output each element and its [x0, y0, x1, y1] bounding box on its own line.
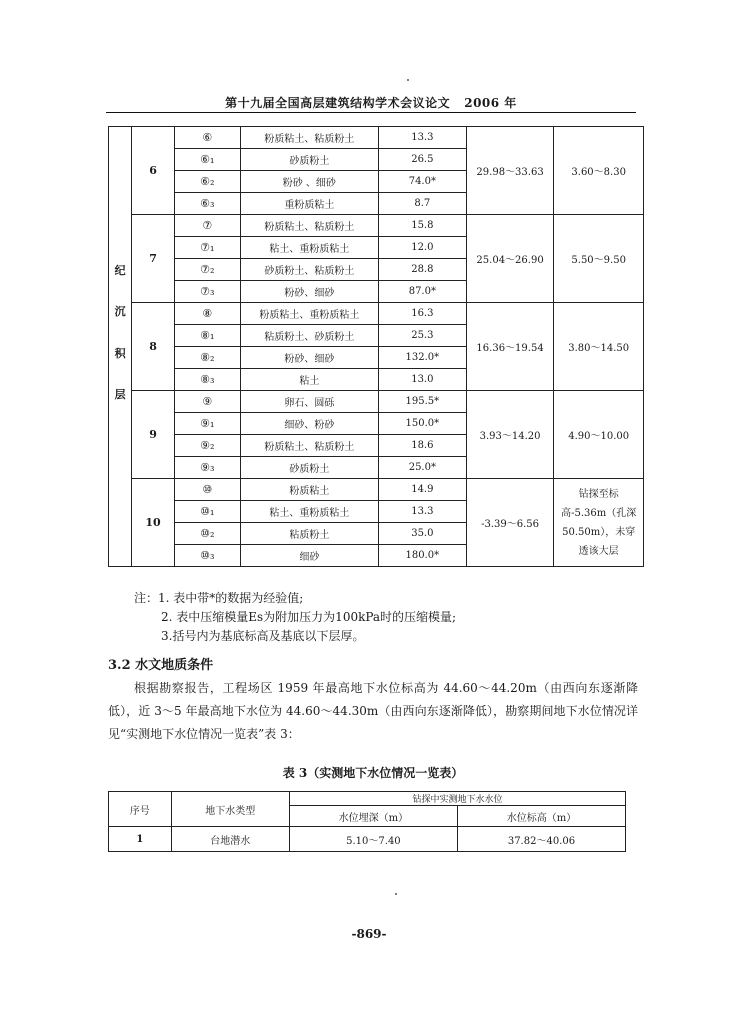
soil-name: 粉质粘土、重粉质粘土	[240, 303, 378, 325]
table-row	[109, 391, 644, 413]
zone-char: 层	[114, 387, 126, 401]
soil-name: 粉砂 、细砂	[240, 171, 378, 193]
conference-title: 第十九届全国高层建筑结构学术会议论文	[225, 96, 451, 110]
row-depth: 5.10～7.40	[289, 827, 457, 852]
table3-title: 表 3（实测地下水位情况一览表）	[282, 766, 464, 780]
es-value: 13.3	[378, 127, 466, 149]
soil-code: ⑨₃	[174, 457, 240, 479]
soil-code: ⑥	[174, 127, 240, 149]
row-elev: 37.82～40.06	[457, 827, 625, 852]
zone-label-cell	[109, 127, 132, 567]
soil-name: 砂质粉土	[240, 149, 378, 171]
row-seq: 1	[109, 827, 172, 852]
table-notes	[134, 589, 456, 646]
row-type: 台地潜水	[171, 827, 289, 852]
table-row	[109, 827, 626, 852]
layer-number: 6	[132, 127, 174, 215]
header-seq: 序号	[109, 792, 172, 827]
soil-name: 粉砂、细砂	[240, 347, 378, 369]
soil-name: 砂质粉土	[240, 457, 378, 479]
thickness-note: 钻探至标高-5.36m（孔深50.50m），未穿透该大层	[554, 479, 644, 567]
soil-code: ⑩₂	[174, 523, 240, 545]
elevation-range: 16.36～19.54	[466, 303, 554, 391]
table-row	[109, 127, 644, 149]
es-value: 150.0*	[378, 413, 466, 435]
table-header-row	[109, 792, 626, 806]
soil-code: ⑦₁	[174, 237, 240, 259]
es-value: 132.0*	[378, 347, 466, 369]
conference-year: 2006 年	[464, 96, 517, 110]
soil-name: 粉质粘土、粘质粉土	[240, 127, 378, 149]
note-3: 3.括号内为基底标高及基底以下层厚。	[161, 629, 365, 643]
scan-speck	[407, 79, 409, 81]
soil-name: 卵石、圆砾	[240, 391, 378, 413]
soil-code: ⑧	[174, 303, 240, 325]
soil-name: 细砂	[240, 545, 378, 567]
soil-name: 细砂、粉砂	[240, 413, 378, 435]
soil-code: ⑩₁	[174, 501, 240, 523]
es-value: 195.5*	[378, 391, 466, 413]
es-value: 180.0*	[378, 545, 466, 567]
zone-char: 纪	[114, 264, 126, 278]
es-value: 26.5	[378, 149, 466, 171]
es-value: 15.8	[378, 215, 466, 237]
layer-number: 9	[132, 391, 174, 479]
note-1: 注：1. 表中带*的数据为经验值;	[134, 591, 304, 605]
table-row	[109, 215, 644, 237]
thickness-range: 4.90～10.00	[554, 391, 644, 479]
es-value: 14.9	[378, 479, 466, 501]
soil-name: 重粉质粘土	[240, 193, 378, 215]
soil-name: 粘土	[240, 369, 378, 391]
thickness-range: 3.80～14.50	[554, 303, 644, 391]
header-group: 钻探中实测地下水水位	[289, 792, 625, 806]
soil-code: ⑦	[174, 215, 240, 237]
soil-code: ⑨₂	[174, 435, 240, 457]
zone-char: 积	[114, 346, 126, 360]
header-type: 地下水类型	[171, 792, 289, 827]
layer-number: 8	[132, 303, 174, 391]
layer-number: 7	[132, 215, 174, 303]
page-number: -869-	[351, 927, 387, 941]
soil-code: ⑥₂	[174, 171, 240, 193]
header-depth: 水位埋深（m）	[289, 806, 457, 827]
elevation-range: 3.93～14.20	[466, 391, 554, 479]
es-value: 25.3	[378, 325, 466, 347]
soil-code: ⑩₃	[174, 545, 240, 567]
es-value: 87.0*	[378, 281, 466, 303]
soil-code: ⑧₂	[174, 347, 240, 369]
soil-code: ⑦₃	[174, 281, 240, 303]
header-rule	[106, 112, 636, 113]
es-value: 28.8	[378, 259, 466, 281]
es-value: 25.0*	[378, 457, 466, 479]
header-elev: 水位标高（m）	[457, 806, 625, 827]
soil-layer-table	[108, 126, 644, 567]
layer-number: 10	[132, 479, 174, 567]
running-header	[106, 94, 636, 111]
es-value: 13.0	[378, 369, 466, 391]
es-value: 8.7	[378, 193, 466, 215]
soil-name: 砂质粉土、粘质粉土	[240, 259, 378, 281]
es-value: 74.0*	[378, 171, 466, 193]
es-value: 16.3	[378, 303, 466, 325]
note-2: 2. 表中压缩模量Es为附加压力为100kPa时的压缩模量;	[161, 610, 457, 624]
elevation-range: 29.98～33.63	[466, 127, 554, 215]
elevation-range: 25.04～26.90	[466, 215, 554, 303]
groundwater-table	[108, 791, 626, 852]
section-title: 3.2 水文地质条件	[108, 658, 214, 673]
soil-code: ⑦₂	[174, 259, 240, 281]
soil-name: 粘土、重粉质粘土	[240, 237, 378, 259]
body-paragraph: 根据勘察报告，工程场区 1959 年最高地下水位标高为 44.60～44.20m（由西向东逐渐降低），近 3～5 年最高地下水位为 44.60～44.30m（由西向东逐渐降低），勘察期间地下水位情况详见“实测地下水位情况一览表”表 3：	[108, 681, 638, 741]
soil-name: 粉质粘土、粘质粉土	[240, 215, 378, 237]
es-value: 35.0	[378, 523, 466, 545]
table-row	[109, 479, 644, 501]
table-row	[109, 303, 644, 325]
soil-name: 粘质粉土、砂质粉土	[240, 325, 378, 347]
es-value: 18.6	[378, 435, 466, 457]
soil-name: 粘质粉土	[240, 523, 378, 545]
soil-code: ⑨	[174, 391, 240, 413]
soil-code: ⑥₃	[174, 193, 240, 215]
es-value: 13.3	[378, 501, 466, 523]
soil-name: 粉质粘土、粘质粉土	[240, 435, 378, 457]
thickness-range: 3.60～8.30	[554, 127, 644, 215]
zone-char: 沉	[114, 305, 126, 319]
thickness-range: 5.50～9.50	[554, 215, 644, 303]
soil-code: ⑧₃	[174, 369, 240, 391]
elevation-range: -3.39～6.56	[466, 479, 554, 567]
soil-code: ⑨₁	[174, 413, 240, 435]
soil-name: 粉质粘土	[240, 479, 378, 501]
soil-code: ⑩	[174, 479, 240, 501]
soil-code: ⑥₁	[174, 149, 240, 171]
soil-name: 粘土、重粉质粘土	[240, 501, 378, 523]
soil-name: 粉砂、细砂	[240, 281, 378, 303]
es-value: 12.0	[378, 237, 466, 259]
soil-code: ⑧₁	[174, 325, 240, 347]
scan-speck	[395, 893, 397, 895]
